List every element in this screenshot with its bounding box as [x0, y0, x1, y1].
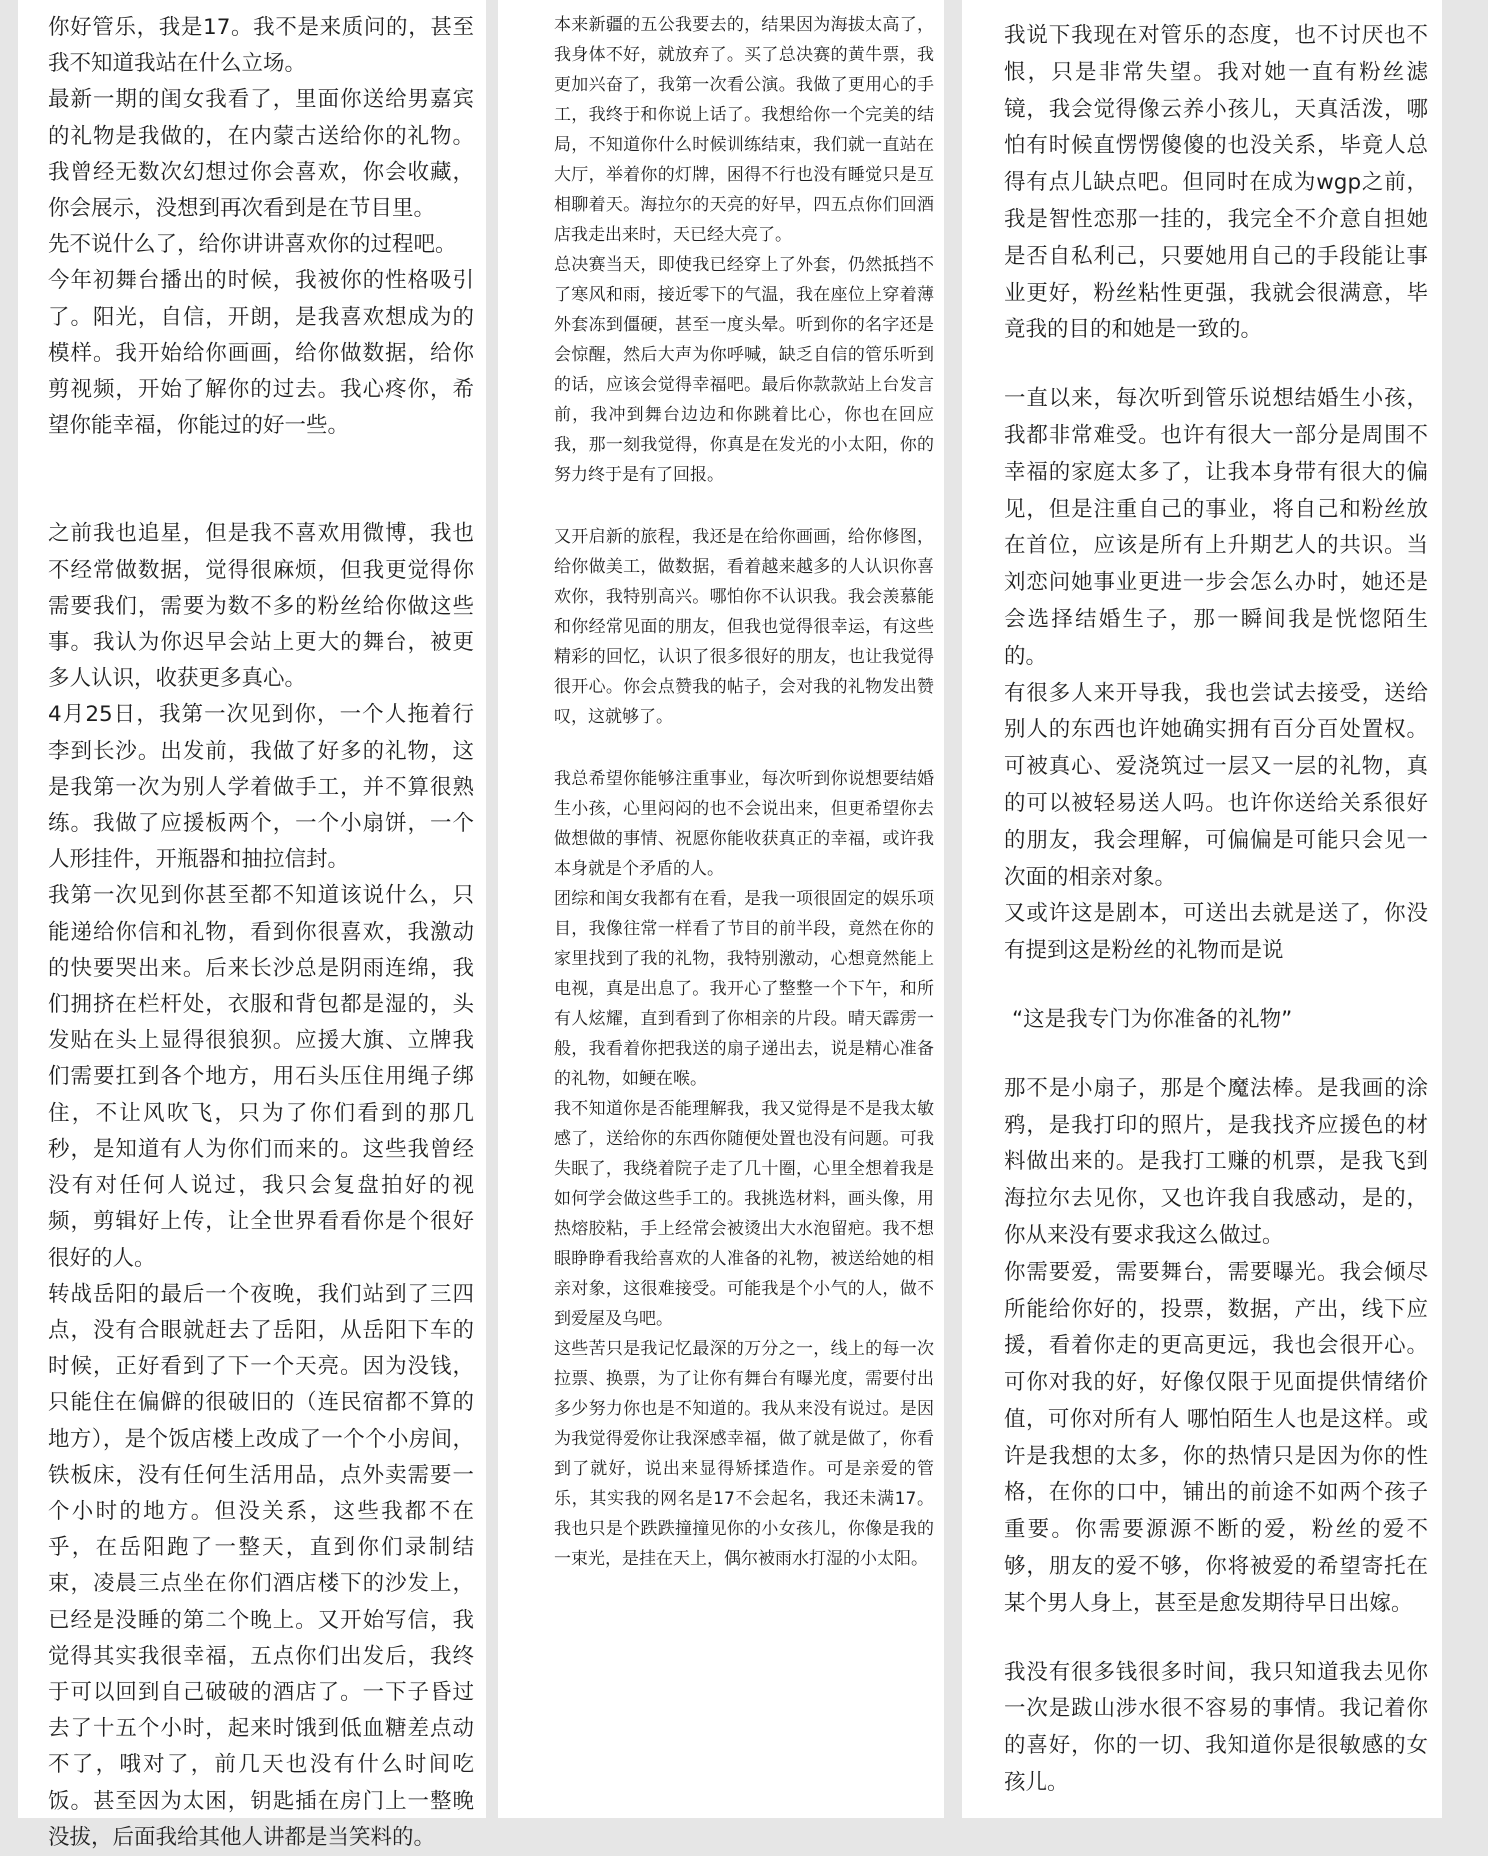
paragraph: 我没有很多钱很多时间，我只知道我去见你一次是跋山涉水很不容易的事情。我记着你的喜好，你的一切、我知道你是很敏感的女孩儿。	[1004, 1659, 1428, 1796]
paragraph: 今年初舞台播出的时候，我被你的性格吸引了。阳光，自信，开朗，是我喜欢想成为的模样。我开始给你画画，给你做数据，给你剪视频，开始了解你的过去。我心疼你，希望你能幸福，你能过的好一些。	[48, 268, 474, 439]
text-column-left	[18, 0, 486, 1850]
paragraph: 本来新疆的五公我要去的，结果因为海拔太高了，我身体不好，就放弃了。买了总决赛的黄牛票，我更加兴奋了，我第一次看公演。我做了更用心的手工，我终于和你说上话了。我想给你一个完美的结局，不知道你什么时候训练结束，我们就一直站在大厅，举着你的灯牌，困得不行也没有睡觉只是互相聊着天。海拉尔的天亮的好早，四五点你们回酒店我走出来时，天已经大亮了。	[554, 15, 934, 245]
paragraph-spacer	[1004, 970, 1428, 1002]
paragraph-spacer	[554, 490, 934, 522]
paragraph: 我不知道你是否能理解我，我又觉得是不是我太敏感了，送给你的东西你随便处置也没有问题。可我失眠了，我绕着院子走了几十圈，心里全想着我是如何学会做这些手工的。我挑选材料，画头像，用热熔胶粘，手上经常会被烫出大水泡留疤。我不想眼睁睁看我给喜欢的人准备的礼物，被送给她的相亲对象，这很难接受。可能我是个小气的人，做不到爱屋及乌吧。	[554, 1099, 934, 1329]
paragraph: 又或许这是剧本，可送出去就是送了，你没有提到这是粉丝的礼物而是说	[1004, 901, 1428, 964]
paragraph: 你好管乐，我是17。我不是来质问的，甚至我不知道我站在什么立场。	[48, 15, 474, 77]
paragraph: 又开启新的旅程，我还是在给你画画，给你修图，给你做美工，做数据，看着越来越多的人认识你喜欢你，我特别高兴。哪怕你不认识我。我会羡慕能和你经常见面的朋友，但我也觉得很幸运，有这些精彩的回忆，认识了很多很好的朋友，也让我觉得很开心。你会点赞我的帖子，会对我的礼物发出赞叹，这就够了。	[554, 527, 934, 727]
text-column-middle	[498, 0, 944, 1818]
paragraph: 最新一期的闺女我看了，里面你送给男嘉宾的礼物是我做的，在内蒙古送给你的礼物。我曾经无数次幻想过你会喜欢，你会收藏，你会展示，没想到再次看到是在节目里。	[48, 87, 474, 222]
paragraph: 我第一次见到你甚至都不知道该说什么，只能递给你信和礼物，看到你很喜欢，我激动的快要哭出来。后来长沙总是阴雨连绵，我们拥挤在栏杆处，衣服和背包都是湿的，头发贴在头上显得很狼狈。应援大旗、立牌我们需要扛到各个地方，用石头压住用绳子绑住，不让风吹飞，只为了你们看到的那几秒，是知道有人为你们而来的。这些我曾经没有对任何人说过，我只会复盘拍好的视频，剪辑好上传，让全世界看看你是个很好很好的人。	[48, 883, 474, 1271]
paragraph: 总决赛当天，即使我已经穿上了外套，仍然抵挡不了寒风和雨，接近零下的气温，我在座位上穿着薄外套冻到僵硬，甚至一度头晕。听到你的名字还是会惊醒，然后大声为你呼喊，缺乏自信的管乐听到的话，应该会觉得幸福吧。最后你款款站上台发言前，我冲到舞台边边和你跳着比心，你也在回应我，那一刻我觉得，你真是在发光的小太阳，你的努力终于是有了回报。	[554, 255, 934, 485]
paragraph: 先不说什么了，给你讲讲喜欢你的过程吧。	[48, 232, 457, 258]
paragraph: 之前我也追星，但是我不喜欢用微博，我也不经常做数据，觉得很麻烦，但我更觉得你需要我们，需要为数不多的粉丝给你做这些事。我认为你迟早会站上更大的舞台，被更多人认识，收获更多真心。	[48, 521, 474, 692]
paragraph-spacer	[554, 732, 934, 764]
paragraph: 我总希望你能够注重事业，每次听到你说想要结婚生小孩，心里闷闷的也不会说出来，但更希望你去做想做的事情、祝愿你能收获真正的幸福，或许我本身就是个矛盾的人。	[554, 769, 934, 879]
paragraph: 团综和闺女我都有在看，是我一项很固定的娱乐项目，我像往常一样看了节目的前半段，竟然在你的家里找到了我的礼物，我特别激动，心想竟然能上电视，真是出息了。我开心了整整一个下午，和所有人炫耀，直到看到了你相亲的片段。晴天霹雳一般，我看着你把我送的扇子递出去，说是精心准备的礼物，如鲠在喉。	[554, 889, 934, 1089]
paragraph: 那不是小扇子，那是个魔法棒。是我画的涂鸦，是我打印的照片，是我找齐应援色的材料做出来的。是我打工赚的机票，是我飞到海拉尔去见你，又也许我自我感动，是的，你从来没有要求我这么做过。	[1004, 1075, 1428, 1248]
paragraph-spacer	[48, 444, 474, 516]
quote-line: “这是我专门为你准备的礼物”	[1012, 1006, 1293, 1032]
paragraph: 这些苦只是我记忆最深的万分之一，线上的每一次拉票、换票，为了让你有舞台有曝光度，需要付出多少努力你也是不知道的。我从来没有说过。是因为我觉得爱你让我深感幸福，做了就是做了，你看到了就好，说出来显得矫揉造作。可是亲爱的管乐，其实我的网名是17不会起名，我还未满17。我也只是个跌跌撞撞见你的小女孩儿，你像是我的一束光，是挂在天上，偶尔被雨水打湿的小太阳。	[554, 1339, 934, 1569]
paragraph: 有很多人来开导我，我也尝试去接受，送给别人的东西也许她确实拥有百分百处置权。可被真心、爱浇筑过一层又一层的礼物，真的可以被轻易送人吗。也许你送给关系很好的朋友，我会理解，可偏偏是可能只会见一次面的相亲对象。	[1004, 680, 1428, 890]
paragraph: 你需要爱，需要舞台，需要曝光。我会倾尽所能给你好的，投票，数据，产出，线下应援，看着你走的更高更远，我也会很开心。可你对我的好，好像仅限于见面提供情绪价值，可你对所有人 哪怕陌生人也是这样。或许是我想的太多，你的热情只是因为你的性格，在你的口中，铺出的前途不如两个孩子重要。你需要源源不断的爱，粉丝的爱不够，朋友的爱不够，你将被爱的希望寄托在某个男人身上，甚至是愈发期待早日出嫁。	[1004, 1259, 1428, 1616]
text-column-right	[962, 0, 1442, 1818]
paragraph: 转战岳阳的最后一个夜晚，我们站到了三四点，没有合眼就赶去了岳阳，从岳阳下车的时候，正好看到了下一个天亮。因为没钱，只能住在偏僻的很破旧的（连民宿都不算的地方），是个饭店楼上改成了一个个小房间，铁板床，没有任何生活用品，点外卖需要一个小时的地方。但没关系，这些我都不在乎，在岳阳跑了一整天，直到你们录制结束，凌晨三点坐在你们酒店楼下的沙发上，已经是没睡的第二个晚上。又开始写信，我觉得其实我很幸福，五点你们出发后，我终于可以回到自己破破的酒店了。一下子昏过去了十五个小时，起来时饿到低血糖差点动不了，哦对了，前几天也没有什么时间吃饭。甚至因为太困，钥匙插在房门上一整晚没拔，后面我给其他人讲都是当笑料的。	[48, 1281, 474, 1850]
paragraph: 一直以来，每次听到管乐说想结婚生小孩，我都非常难受。也许有很大一部分是周围不幸福的家庭太多了，让我本身带有很大的偏见，但是注重自己的事业，将自己和粉丝放在首位，应该是所有上升期艺人的共识。当刘恋问她事业更进一步会怎么办时，她还是会选择结婚生子，那一瞬间我是恍惚陌生的。	[1004, 386, 1428, 669]
paragraph-spacer	[1004, 1623, 1428, 1655]
paragraph-spacer	[1004, 349, 1428, 381]
paragraph: 我说下我现在对管乐的态度，也不讨厌也不恨，只是非常失望。我对她一直有粉丝滤镜，我会觉得像云养小孩儿，天真活泼，哪怕有时候直愣愣傻傻的也没关系，毕竟人总得有点儿缺点吧。但同时在成为wgp之前，我是智性恋那一挂的，我完全不介意自担她是否自私利己，只要她用自己的手段能让事业更好，粉丝粘性更强，我就会很满意，毕竟我的目的和她是一致的。	[1004, 23, 1428, 343]
paragraph-spacer	[1004, 1039, 1428, 1071]
paragraph: 4月25日，我第一次见到你，一个人拖着行李到长沙。出发前，我做了好多的礼物，这是我第一次为别人学着做手工，并不算很熟练。我做了应援板两个，一个小扇饼，一个人形挂件，开瓶器和抽拉信封。	[48, 702, 474, 873]
